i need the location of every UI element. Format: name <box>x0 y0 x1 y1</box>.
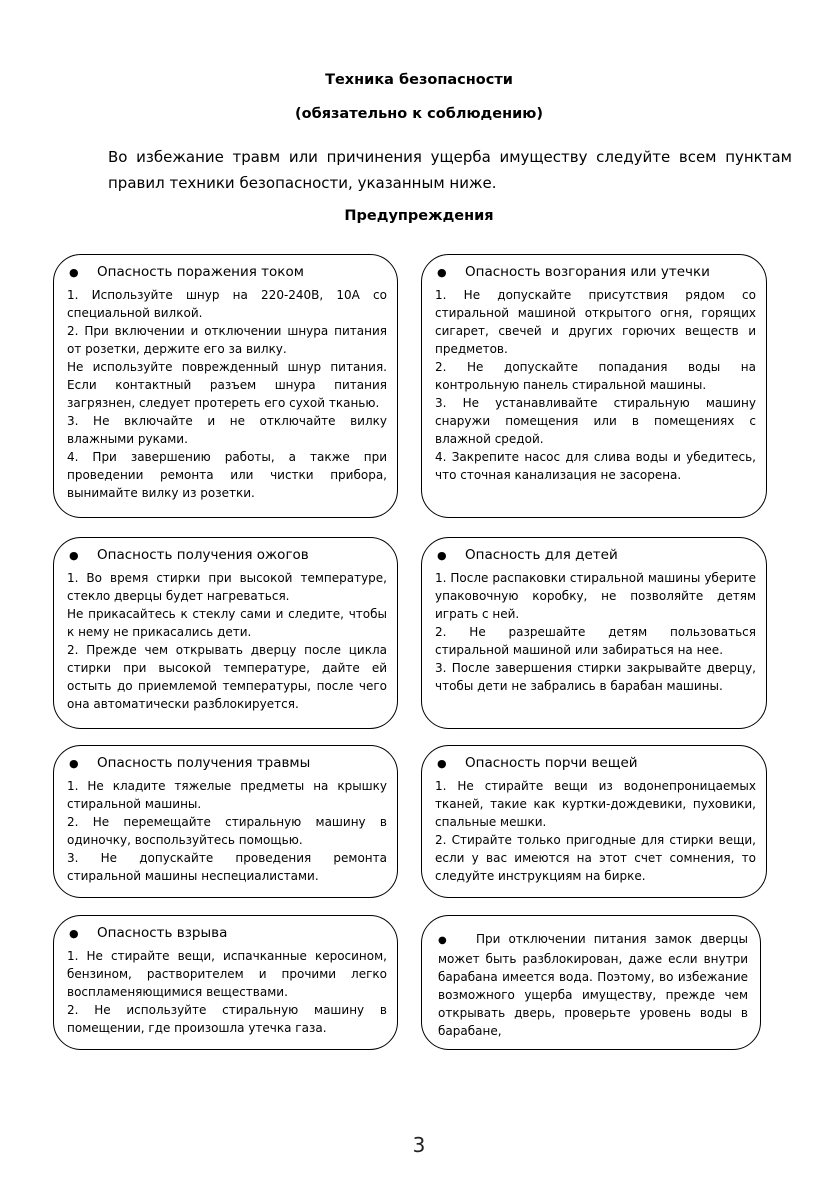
fire-leak-box <box>421 254 767 518</box>
bullet-icon: ● <box>69 548 79 562</box>
children-title: ● Опасность для детей <box>437 547 618 563</box>
burns-title: ● Опасность получения ожогов <box>69 547 309 563</box>
paragraph: 3. Не устанавливайте стиральную машину снаружи помещения или в помещениях с влажной средой. <box>435 396 756 446</box>
paragraph: 1. Используйте шнур на 220-240В, 10А со специальной вилкой. <box>67 288 387 320</box>
injury-title: ● Опасность получения травмы <box>69 755 311 771</box>
paragraph: 2. Стирайте только пригодные для стирки вещи, если у вас имеются на этот счет сомнения, то следуйте инструкциям на бирке. <box>435 833 756 883</box>
bullet-icon: ● <box>437 756 447 770</box>
paragraph: 2. При включении и отключении шнура питания от розетки, держите его за вилку. <box>67 324 387 356</box>
page-number: 3 <box>412 1133 426 1157</box>
fire-leak-title: ● Опасность возгорания или утечки <box>437 264 710 280</box>
bullet-icon: ● <box>437 548 447 562</box>
paragraph: Не используйте поврежденный шнур питания. Если контактный разъем шнура питания загрязнен, следует протереть его сухой тканью. <box>67 360 387 410</box>
warnings-heading: Предупреждения <box>344 208 494 224</box>
bullet-icon: ● <box>69 265 79 279</box>
paragraph: 1. Не стирайте вещи, испачканные керосином, бензином, растворителем и прочими легко воспламеняющимися веществами. <box>67 949 387 999</box>
paragraph: 1. Не стирайте вещи из водонепроницаемых тканей, такие как куртки-дождевики, пуховики, спальные мешки. <box>435 779 756 829</box>
paragraph: 2. Не допускайте попадания воды на контрольную панель стиральной машины. <box>435 360 756 392</box>
paragraph: 2. Не перемещайте стиральную машину в одиночку, воспользуйтесь помощью. <box>67 815 387 847</box>
children-box <box>421 537 767 729</box>
page-subtitle: (обязательно к соблюдению) <box>294 106 544 122</box>
paragraph: 3. Не включайте и не отключайте вилку влажными руками. <box>67 414 387 446</box>
power-off-note: ● При отключении питания замок дверцы может быть разблокирован, даже если внутри барабана имеется вода. Поэтому, во избежание возможного ущерба имуществу, прежде чем открывать дверь, проверьте уровень воды в барабане, <box>438 932 748 1038</box>
electric-shock-title: ● Опасность поражения током <box>69 264 304 280</box>
paragraph: 2. Не используйте стиральную машину в помещении, где произошла утечка газа. <box>67 1003 387 1035</box>
paragraph: 1. Не кладите тяжелые предметы на крышку стиральной машины. <box>67 779 387 811</box>
bullet-icon: ● <box>69 926 79 940</box>
paragraph: 4. Закрепите насос для слива воды и убедитесь, что сточная канализация не засорена. <box>435 450 756 482</box>
power-off-note-box <box>421 915 761 1050</box>
paragraph: 3. После завершения стирки закрывайте дверцу, чтобы дети не забрались в барабан машины. <box>435 661 756 693</box>
electric-shock-box <box>53 254 398 518</box>
bullet-icon: ● <box>437 265 447 279</box>
explosion-title: ● Опасность взрыва <box>69 925 228 941</box>
item-damage-box <box>421 745 767 898</box>
explosion-box <box>53 915 398 1050</box>
paragraph: 4. При завершению работы, а также при проведении ремонта или чистки прибора, вынимайте вилку из розетки. <box>67 450 387 500</box>
paragraph: 3. Не допускайте проведения ремонта стиральной машины неспециалистами. <box>67 851 387 883</box>
paragraph: 1. После распаковки стиральной машины уберите упаковочную коробку, не позволяйте детям играть с ней. <box>435 571 756 621</box>
bullet-icon: ● <box>69 756 79 770</box>
paragraph: 2. Не разрешайте детям пользоваться стиральной машиной или забираться на нее. <box>435 625 756 657</box>
injury-box <box>53 745 398 898</box>
paragraph: Не прикасайтесь к стеклу сами и следите, чтобы к нему не прикасались дети. <box>67 607 387 639</box>
bullet-icon: ● <box>438 935 447 946</box>
intro-paragraph: Во избежание травм или причинения ущерба имуществу следуйте всем пунктам правил техники безопасности, указанным ниже. <box>108 148 792 192</box>
paragraph: 1. Во время стирки при высокой температуре, стекло дверцы будет нагреваться. <box>67 571 387 603</box>
page-title: Техника безопасности <box>325 72 513 88</box>
paragraph: 1. Не допускайте присутствия рядом со стиральной машиной открытого огня, горящих сигарет, свечей и других горючих веществ и предметов. <box>435 288 756 356</box>
item-damage-title: ● Опасность порчи вещей <box>437 755 638 771</box>
burns-box <box>53 537 398 729</box>
paragraph: 2. Прежде чем открывать дверцу после цикла стирки при высокой температуре, дайте ей остыть до приемлемой температуры, после чего она автоматически разблокируется. <box>67 643 387 711</box>
